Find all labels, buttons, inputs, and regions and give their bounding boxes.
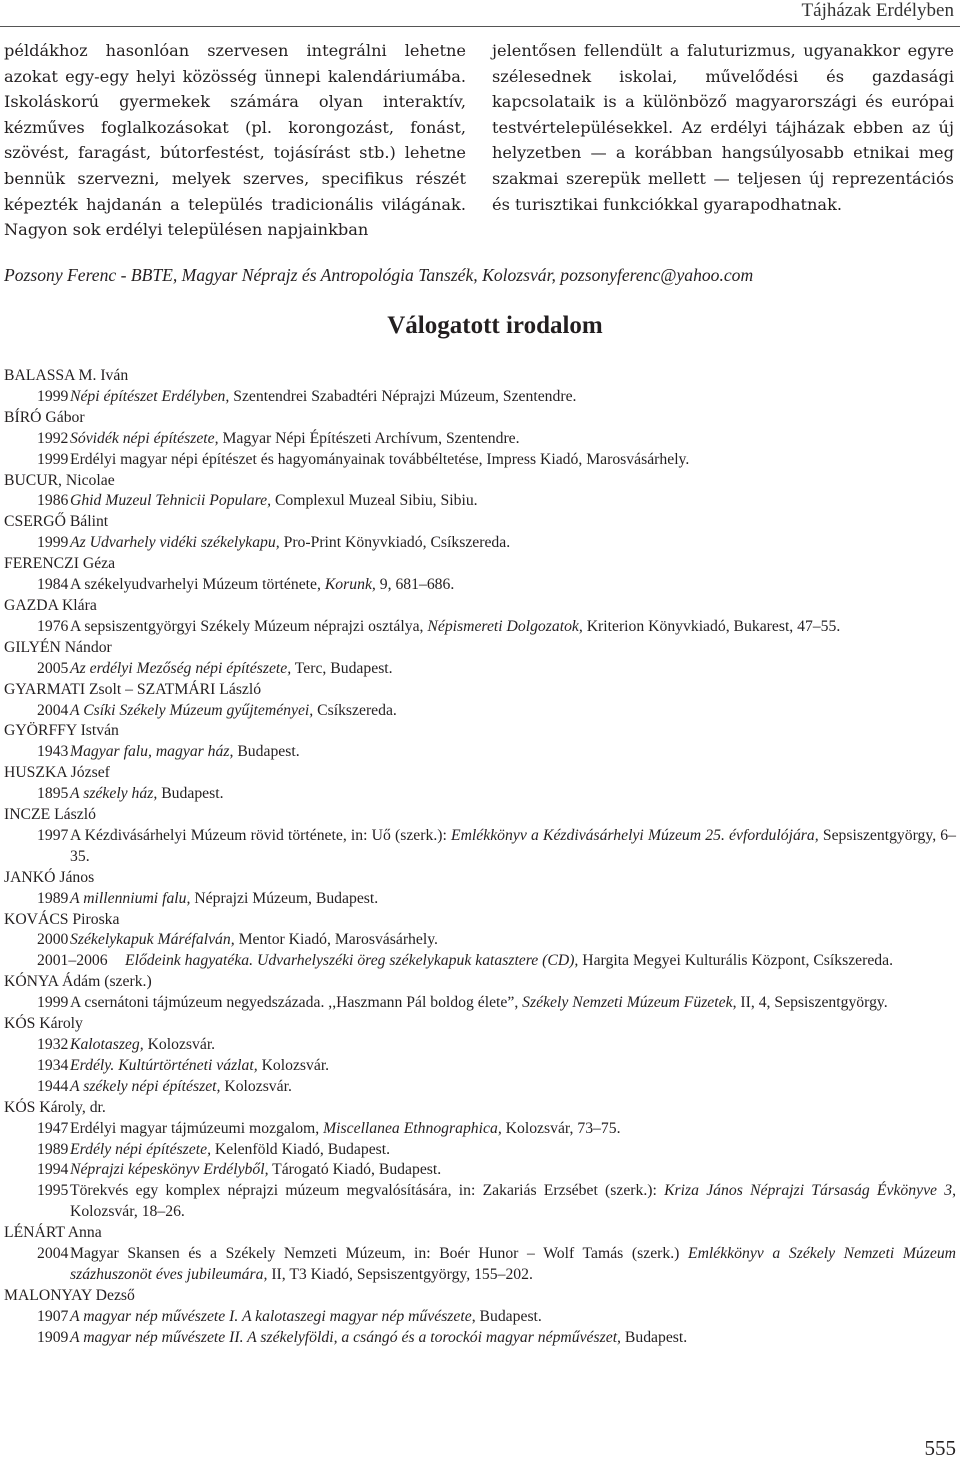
entry-citation: Néprajzi képeskönyv Erdélyből, Tárogató Kiadó, Budapest. — [70, 1161, 442, 1179]
body-text-right-column — [492, 38, 954, 217]
bibliography-entry — [4, 1307, 956, 1328]
entry-citation: A Csíki Székely Múzeum gyűjteményei, Csíkszereda. — [70, 701, 397, 719]
entry-citation: Kalotaszeg, Kolozsvár. — [70, 1036, 216, 1053]
entry-citation: Népi építészet Erdélyben, Szentendrei Szabadtéri Néprajzi Múzeum, Szentendre. — [70, 387, 577, 405]
bibliography-entry — [4, 1140, 956, 1161]
author-affiliation: Pozsony Ferenc - BBTE, Magyar Néprajz és Antropológia Tanszék, Kolozsvár, pozsonyferenc@yahoo.com — [4, 265, 754, 285]
bibliography-entry — [4, 784, 956, 805]
entry-year: 2004 — [37, 1245, 69, 1263]
bibliography-entry — [4, 1328, 956, 1349]
bibliography-author: BALASSA M. Iván — [4, 367, 129, 384]
entry-citation: Elődeink hagyatéka. Udvarhelyszéki öreg székelykapuk katasztere (CD), Hargita Megyei Kulturális Központ, Csíkszereda. — [125, 952, 894, 970]
page-number: 555 — [924, 1436, 956, 1460]
running-header: Tájházak Erdélyben — [801, 0, 954, 21]
paragraph: jelentősen fellendült a faluturizmus, ugyanakkor egyre szélesednek iskolai, művelődési és gazdasági kapcsolataik is a különböző magyarországi és európai testvértelepülésekkel. Az erdélyi tájházak ebben az új helyzetben — a korábban hangsúlyosabb etnikai meg szakmai szerepük mellett — teljesen új reprezentációs és turisztikai funkciókkal gyarapodhatnak. — [492, 41, 954, 214]
bibliography-author: KÓS Károly — [4, 1015, 83, 1033]
bibliography-entry — [4, 450, 956, 471]
entry-citation: A székelyudvarhelyi Múzeum története, Korunk, 9, 681–686. — [70, 576, 455, 594]
bibliography-entry — [4, 575, 956, 596]
entry-citation: Székelykapuk Máréfalván, Mentor Kiadó, Marosvásárhely. — [70, 931, 438, 949]
bibliography-author: KOVÁCS Piroska — [4, 910, 120, 928]
bibliography-entry — [4, 1181, 956, 1223]
entry-citation: A magyar nép művészete I. A kalotaszegi magyar nép művészete, Budapest. — [70, 1307, 542, 1325]
entry-citation: Az Udvarhely vidéki székelykapu, Pro-Print Könyvkiadó, Csíkszereda. — [70, 534, 511, 552]
entry-citation: Törekvés egy komplex néprajzi múzeum megvalósítására, in: Zakariás Erzsébet (szerk.): Kriza János Néprajzi Társaság Évkönyve 3, Kolozsvár, 18–26. — [70, 1182, 957, 1221]
bibliography-author: GYÖRFFY István — [4, 722, 119, 740]
entry-citation: Erdélyi magyar népi építészet és hagyományainak továbbéltetése, Impress Kiadó, Marosvásárhely. — [70, 450, 690, 468]
paragraph: példákhoz hasonlóan szervesen integrálni lehetne azokat egy-egy helyi közösség ünnepi kalendáriumába. Iskoláskorú gyermekek számára olyan interaktív, kézműves foglalkozásokat (pl. korongozást, fonást, szövést, faragást, bútorfestést, tojásírást stb.) lehetne bennük szervezni, melyek szerves, specifikus részét képezték hajdanán a település tradicionális világának. Nagyon sok erdélyi településen napjainkban — [4, 41, 466, 240]
bibliography-entry — [4, 742, 956, 763]
bibliography-author: JANKÓ János — [4, 868, 95, 886]
entry-citation: A sepsiszentgyörgyi Székely Múzeum néprajzi osztálya, Népismereti Dolgozatok, Kriterion Könyvkiadó, Bukarest, 47–55. — [70, 617, 841, 635]
header-rule — [0, 26, 960, 27]
bibliography-entry — [4, 617, 956, 638]
bibliography-entry — [4, 491, 956, 512]
entry-year: 1999 — [37, 387, 69, 405]
section-title: Válogatott irodalom — [387, 312, 603, 339]
bibliography-entry — [4, 533, 956, 554]
entry-citation: A millenniumi falu, Néprajzi Múzeum, Budapest. — [70, 889, 379, 907]
bibliography-author: KÓNYA Ádám (szerk.) — [4, 973, 152, 991]
entry-year: 1999 — [37, 994, 69, 1012]
entry-citation: Erdély népi építészete, Kelenföld Kiadó, Budapest. — [70, 1140, 391, 1158]
bibliography-entry — [4, 889, 956, 910]
entry-citation: A magyar nép művészete II. A székelyföldi, a csángó és a torockói magyar népművészet, Budapest. — [70, 1328, 688, 1346]
bibliography-entry — [4, 1056, 956, 1077]
entry-year: 1976 — [37, 617, 69, 635]
entry-citation: Magyar Skansen és a Székely Nemzeti Múzeum, in: Boér Hunor – Wolf Tamás (szerk.) Emlékkönyv a Székely Nemzeti Múzeum százhuszonöt éves jubileumára, II, T3 Kiadó, Sepsiszentgyörgy, 155–202. — [70, 1245, 956, 1283]
entry-year: 1995 — [37, 1182, 69, 1200]
entry-citation: A székely ház, Budapest. — [70, 785, 224, 803]
body-text-left-column — [4, 38, 466, 243]
entry-year: 1989 — [37, 889, 69, 907]
entry-year: 1989 — [37, 1140, 69, 1158]
entry-year: 1947 — [37, 1119, 69, 1137]
bibliography-entry — [4, 1160, 956, 1181]
entry-year: 1994 — [37, 1161, 69, 1179]
entry-year: 1909 — [37, 1328, 69, 1346]
bibliography-entry — [4, 1244, 956, 1286]
bibliography-author: GAZDA Klára — [4, 596, 97, 614]
entry-citation: A székely népi építészet, Kolozsvár. — [70, 1077, 292, 1095]
entry-year: 1934 — [37, 1056, 69, 1074]
bibliography-author: LÉNÁRT Anna — [4, 1224, 102, 1242]
entry-year: 1999 — [37, 534, 69, 552]
entry-year: 1944 — [37, 1077, 69, 1095]
bibliography-entry — [4, 1035, 956, 1056]
bibliography-author: BÍRÓ Gábor — [4, 408, 85, 426]
bibliography-entry — [4, 1119, 956, 1140]
bibliography-entry — [4, 951, 956, 972]
bibliography-entry — [4, 1077, 956, 1098]
bibliography-entry — [4, 701, 956, 722]
entry-year: 1997 — [37, 826, 69, 844]
bibliography-author: KÓS Károly, dr. — [4, 1098, 106, 1116]
entry-year: 1932 — [37, 1036, 69, 1053]
bibliography-author: GILYÉN Nándor — [4, 638, 112, 656]
entry-citation: Az erdélyi Mezőség népi építészete, Terc, Budapest. — [70, 659, 393, 677]
entry-year: 2005 — [37, 659, 69, 677]
entry-citation: A csernátoni tájmúzeum negyedszázada. ,,Haszmann Pál boldog élete”, Székely Nemzeti Múzeum Füzetek, II, 4, Sepsiszentgyörgy. — [70, 994, 888, 1012]
entry-year: 2004 — [37, 701, 69, 719]
entry-year: 1943 — [37, 743, 69, 761]
entry-year: 1895 — [37, 785, 69, 803]
entry-year: 1999 — [37, 450, 69, 468]
bibliography-entry — [4, 429, 956, 450]
bibliography-author: HUSZKA József — [4, 764, 110, 782]
entry-year: 2000 — [37, 931, 69, 949]
bibliography — [4, 366, 956, 1349]
entry-citation: A Kézdivásárhelyi Múzeum rövid története, in: Uő (szerk.): Emlékkönyv a Kézdivásárhelyi Múzeum 25. évfordulójára, Sepsiszentgyörgy, 6–35. — [70, 826, 956, 865]
bibliography-entry — [4, 387, 956, 408]
bibliography-author: CSERGŐ Bálint — [4, 513, 109, 531]
bibliography-entry — [4, 930, 956, 951]
bibliography-entry — [4, 993, 956, 1014]
entry-year: 1984 — [37, 576, 69, 594]
entry-citation: Erdélyi magyar tájmúzeumi mozgalom, Miscellanea Ethnographica, Kolozsvár, 73–75. — [70, 1119, 621, 1137]
entry-citation: Ghid Muzeul Tehnicii Populare, Complexul Muzeal Sibiu, Sibiu. — [70, 492, 478, 510]
bibliography-entry — [4, 826, 956, 868]
entry-year: 2001–2006 — [37, 952, 108, 970]
bibliography-author: GYARMATI Zsolt – SZATMÁRI László — [4, 680, 262, 698]
bibliography-author: MALONYAY Dezső — [4, 1286, 135, 1304]
bibliography-author: FERENCZI Géza — [4, 555, 116, 573]
entry-citation: Erdély. Kultúrtörténeti vázlat, Kolozsvár. — [70, 1056, 330, 1074]
entry-year: 1986 — [37, 492, 69, 510]
bibliography-entry — [4, 659, 956, 680]
bibliography-author: BUCUR, Nicolae — [4, 471, 115, 489]
entry-citation: Sóvidék népi építészete, Magyar Népi Építészeti Archívum, Szentendre. — [70, 429, 520, 447]
entry-year: 1992 — [37, 429, 69, 447]
bibliography-author: INCZE László — [4, 806, 96, 824]
entry-year: 1907 — [37, 1307, 69, 1325]
entry-citation: Magyar falu, magyar ház, Budapest. — [70, 743, 300, 761]
